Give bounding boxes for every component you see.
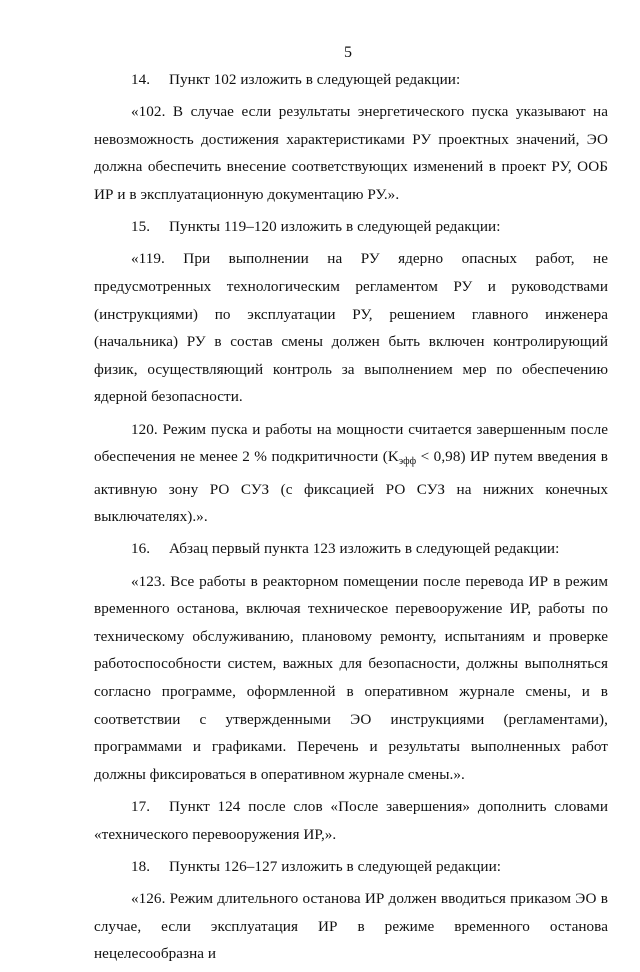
item-14 (94, 66, 608, 94)
item-17 (94, 793, 608, 848)
page-number: 5 (344, 44, 352, 61)
paragraph-120-text-before: 120. Режим пуска и работы на мощности считается завершенным после обеспечения не менее 2 % подкритичности (K (94, 420, 608, 466)
item-16 (94, 535, 608, 563)
paragraph-120 (94, 416, 608, 531)
paragraph-126: «126. Режим длительного останова ИР должен вводиться приказом ЭО в случае, если эксплуатация ИР в режиме временного останова нецелесообразна и (94, 889, 608, 963)
item-text: Пункт 124 после слов «После завершения» дополнить словами «технического перевооружения ИР,». (94, 798, 608, 843)
item-15 (94, 213, 608, 241)
item-number: 14. (131, 71, 151, 88)
paragraph-102: «102. В случае если результаты энергетического пуска указывают на невозможность достижения характеристиками РУ проектных значений, ЭО должна обеспечить внесение соответствующих изменений в проект РУ, ООБ ИР и в эксплуатационную документацию РУ.». (94, 103, 608, 203)
item-number: 16. (131, 540, 151, 558)
paragraph-123: «123. Все работы в реакторном помещении после перевода ИР в режим временного останова, включая техническое перевооружение ИР, работы по техническому обслуживанию, плановому ремонту, испытаниям и проверке работоспособности систем, важных для безопасности, должны выполняться согласно программе, оформленной в оперативном журнале смены, и в соответствии с утвержденными ЭО инструкциями (регламентами), программами и графиками. Перечень и результаты выполненных работ должны фиксироваться в оперативном журнале смены.». (94, 572, 608, 783)
paragraph-119: «119. При выполнении на РУ ядерно опасных работ, не предусмотренных технологическим регламентом РУ и руководствами (инструкциями) по эксплуатации РУ, решением главного инженера (начальника) РУ в состав смены должен быть включен контролирующий физик, осуществляющий контроль за выполнением мер по обеспечению ядерной безопасности. (94, 250, 608, 406)
item-number: 18. (131, 857, 151, 875)
document-body (94, 66, 608, 972)
item-18 (94, 853, 608, 881)
paragraph-120-text-after: < 0,98) ИР путем введения в активную зону РО СУЗ (с фиксацией РО СУЗ на нижних конечных выключателях).». (94, 448, 608, 526)
item-number: 15. (131, 218, 151, 236)
item-text: Абзац первый пункта 123 изложить в следующей редакции: (169, 540, 560, 558)
item-text: Пункт 102 изложить в следующей редакции: (169, 71, 461, 88)
k-eff-subscript: эфф (398, 456, 417, 468)
item-text: Пункты 126–127 изложить в следующей редакции: (169, 857, 502, 875)
item-number: 17. (131, 798, 151, 815)
item-text: Пункты 119–120 изложить в следующей редакции: (169, 218, 501, 236)
